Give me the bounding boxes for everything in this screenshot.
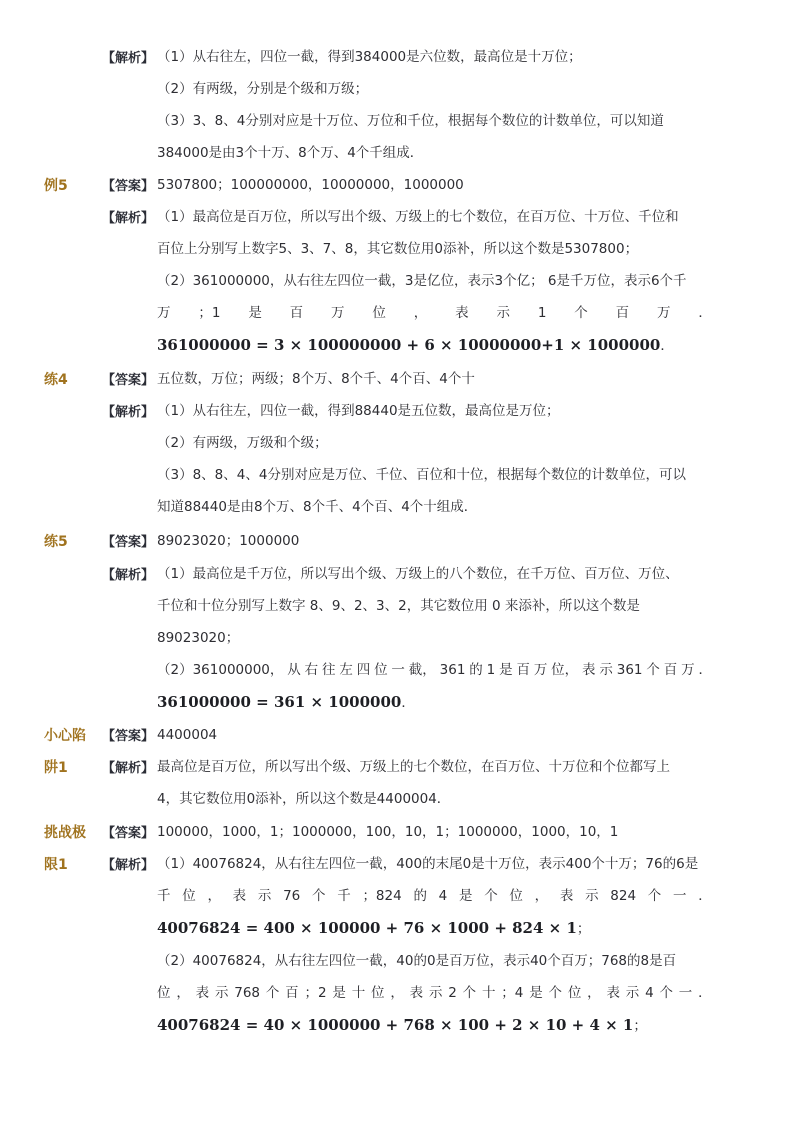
justified-token: 位 (372, 305, 386, 321)
justified-token: ． (698, 662, 712, 678)
lian5-equation-line (157, 692, 415, 713)
justified-token: 示 (496, 305, 510, 321)
jixian-equation-1-line (157, 918, 590, 939)
justified-token: 表 (232, 888, 247, 904)
justified-token: ． (698, 985, 712, 1001)
analysis-tag: 【解析】 (102, 761, 155, 776)
li5-line-2: 百位上分别写上数字5、3、7、8，其它数位用0添补，所以这个数是5307800； (157, 241, 639, 257)
justified-token: 361 (439, 662, 466, 678)
li5-equation-line (157, 335, 674, 356)
justified-token: 个 (265, 985, 280, 1001)
lian5-analysis-row-1 (0, 559, 800, 589)
lian4-line-1: （1）从右往左，四位一截，得到88440是五位数，最高位是万位； (157, 403, 560, 419)
justified-token: 是 (529, 985, 543, 1001)
justified-token: 万 (533, 662, 548, 678)
justified-token: 十 (351, 985, 366, 1001)
xianjing-line-2: 4，其它数位用0添补，所以这个数是4400004． (157, 791, 451, 807)
intro-line-2: （2）有两级，分别是个级和万级； (157, 81, 369, 97)
justified-token: 示 (214, 985, 229, 1001)
justified-token: 表 (606, 985, 620, 1001)
justified-token: 一 (673, 888, 687, 904)
justified-token: 是 (332, 985, 346, 1001)
justified-token: ， (534, 888, 549, 904)
justified-token: 示 (585, 888, 599, 904)
justified-token: 万 (681, 662, 695, 678)
justified-token: 百 (289, 305, 304, 321)
lian5-line-4 (157, 660, 712, 680)
answer-tag: 【答案】 (102, 535, 155, 550)
lian5-line-2: 千位和十位分别写上数字 8、9、2、3、2，其它数位用 0 来添补，所以这个数是 (157, 598, 640, 614)
analysis-tag: 【解析】 (102, 858, 155, 873)
justified-token: 百 (516, 662, 530, 678)
lian4-line-3: （3）8、8、4、4分别对应是万位、千位、百位和十位，根据每个数位的计数单位，可以 (157, 467, 686, 483)
justified-token: 千 (337, 888, 351, 904)
jixian-equation-2: 40076824 = 40 × 1000000 + 768 × 100 + 2 × 10 + 4 × 1 (157, 1016, 634, 1034)
jixian-equation-1-end: ； (576, 921, 591, 937)
justified-token: ；2 (304, 985, 327, 1001)
justified-token: 示 (599, 662, 613, 678)
justified-token: 个 (462, 985, 477, 1001)
justified-token: 左 (339, 662, 353, 678)
justified-token: ；4 (501, 985, 524, 1001)
justified-token: 一 (391, 662, 405, 678)
justified-token: 的 (469, 662, 483, 678)
xianjing-analysis-row-1 (0, 752, 800, 782)
li5-analysis-row-1 (0, 202, 800, 232)
justified-token: ；824 (362, 888, 402, 904)
justified-token: 位 (371, 985, 385, 1001)
jixian-line-1: （1）40076824，从右往左四位一截，400的末尾0是十万位，表示400个十万；76的6是 (157, 856, 699, 872)
jixian-answer-row (0, 817, 800, 847)
li5-answer: 5307800；100000000，10000000，1000000 (157, 177, 464, 193)
lian5-answer-row (0, 526, 800, 556)
intro-line-4: 384000是由3个十万、8个万、4个千组成． (157, 145, 424, 161)
justified-token: 768 (234, 985, 261, 1001)
lian5-line-1: （1）最高位是千万位，所以写出个级、万级上的八个数位，在千万位、百万位、万位、 (157, 566, 679, 582)
justified-token: 个 (312, 888, 326, 904)
justified-token: ， (587, 985, 601, 1001)
li5-analysis-row-3 (0, 266, 800, 296)
justified-token: 表 (582, 662, 596, 678)
justified-token: 是 (248, 305, 262, 321)
li5-analysis-row-4 (0, 298, 800, 328)
justified-token: ， (207, 888, 221, 904)
analysis-tag: 【解析】 (102, 568, 155, 583)
lian5-equation: 361000000 = 361 × 1000000 (157, 693, 402, 711)
jixian-analysis-row-5 (0, 978, 800, 1008)
jixian-equation-2-end: ； (633, 1018, 647, 1034)
xianjing-answer-row (0, 720, 800, 750)
li5-line-1: （1）最高位是百万位，所以写出个级、万级上的七个数位，在百万位、十万位、千位和 (157, 209, 679, 225)
justified-token: 个 (548, 985, 562, 1001)
lian4-analysis-row-2 (0, 428, 800, 458)
justified-token: 右 (304, 662, 319, 678)
justified-token: 4 (438, 888, 448, 904)
justified-token: 位， (551, 662, 579, 678)
analysis-tag: 【解析】 (102, 405, 155, 420)
lian5-analysis-row-5 (0, 687, 800, 717)
intro-row-2 (0, 74, 800, 104)
jixian-analysis-row-1 (0, 849, 800, 879)
lian5-analysis-row-4 (0, 655, 800, 685)
li5-equation: 361000000 = 3 × 100000000 + 6 × 10000000+1 × 1000000 (157, 336, 661, 354)
justified-token: ． (698, 305, 712, 321)
justified-token: 位 (509, 888, 523, 904)
lian4-line-2: （2）有两级，万级和个级； (157, 435, 328, 451)
justified-token: 万 (657, 305, 671, 321)
intro-row-3 (0, 106, 800, 136)
justified-token: ；1 (198, 305, 221, 321)
lian4-analysis-row-4 (0, 492, 800, 522)
xianjing-answer: 4400004 (157, 727, 218, 743)
jixian-line-5 (157, 983, 712, 1003)
xianjing-analysis-row-2 (0, 784, 800, 814)
jixian-equation-2-line (157, 1015, 647, 1036)
justified-token: 4 (645, 985, 654, 1001)
lian4-line-4: 知道88440是由8个万、8个千、4个百、4个十组成． (157, 499, 478, 515)
label-lian4: 练4 (44, 372, 68, 388)
justified-token: 是 (458, 888, 473, 904)
justified-token: 表 (409, 985, 424, 1001)
justified-token: 位 (157, 985, 171, 1001)
jixian-line-4: （2）40076824，从右往左四位一截，40的0是百万位，表示40个百万；768的8是百 (157, 953, 677, 969)
jixian-answer: 100000，1000，1；1000000，100，10，1；1000000，1000，10，1 (157, 824, 619, 840)
lian5-answer: 89023020；1000000 (157, 533, 300, 549)
justified-token: 四 (356, 662, 371, 678)
justified-token: ， (176, 985, 190, 1001)
lian5-analysis-row-3 (0, 623, 800, 653)
li5-equation-end: ． (660, 338, 674, 354)
lian4-answer: 五位数，万位；两级；8个万、8个千、4个百、4个十 (157, 371, 475, 387)
justified-token: （2）361000000， (157, 662, 284, 678)
justified-token: 示 (625, 985, 640, 1001)
jixian-equation-1: 40076824 = 400 × 100000 + 76 × 1000 + 824 × 1 (157, 919, 577, 937)
justified-token: 十 (481, 985, 496, 1001)
answer-tag: 【答案】 (102, 729, 155, 744)
label-li5: 例5 (44, 178, 68, 194)
justified-token: 1 (537, 305, 547, 321)
justified-token: 百 (285, 985, 299, 1001)
answer-tag: 【答案】 (102, 373, 155, 388)
justified-token: ， (413, 305, 428, 321)
jixian-analysis-row-2 (0, 881, 800, 911)
justified-token: 位 (374, 662, 388, 678)
jixian-analysis-row-3 (0, 913, 800, 943)
label-lian5: 练5 (44, 534, 68, 550)
justified-token: 个 (574, 305, 588, 321)
justified-token: 个 (659, 985, 673, 1001)
justified-token: 位 (567, 985, 582, 1001)
justified-token: 示 (257, 888, 272, 904)
lian5-equation-end: ． (401, 695, 415, 711)
label-xian1: 限1 (44, 857, 68, 873)
justified-token: 824 (610, 888, 637, 904)
justified-token: 表 (455, 305, 469, 321)
justified-token: 的 (413, 888, 427, 904)
justified-token: 截， (408, 662, 436, 678)
li5-line-4 (157, 303, 712, 323)
lian5-analysis-row-2 (0, 591, 800, 621)
justified-token: 千 (157, 888, 171, 904)
jixian-line-2 (157, 886, 712, 906)
justified-token: 万 (157, 305, 171, 321)
justified-token: 个 (646, 662, 660, 678)
intro-line-1: （1）从右往左，四位一截，得到384000是六位数，最高位是十万位； (157, 49, 582, 65)
li5-answer-row (0, 170, 800, 200)
lian5-line-3: 89023020； (157, 630, 240, 646)
intro-line-3: （3）3、8、4分别对应是十万位、万位和千位，根据每个数位的计数单位，可以知道 (157, 113, 664, 129)
justified-token: ， (390, 985, 404, 1001)
justified-token: 表 (559, 888, 574, 904)
label-tiaozhan: 挑战极 (44, 825, 86, 841)
justified-token: 个 (647, 888, 662, 904)
justified-token: 百 (663, 662, 678, 678)
jixian-analysis-row-6 (0, 1010, 800, 1040)
justified-token: 表 (195, 985, 210, 1001)
justified-token: 个 (484, 888, 498, 904)
justified-token: 361 (616, 662, 643, 678)
justified-token: 一 (678, 985, 693, 1001)
analysis-tag: 【解析】 (102, 211, 155, 226)
lian4-analysis-row-1 (0, 396, 800, 426)
analysis-tag: 【解析】 (102, 51, 155, 66)
justified-token: 位 (182, 888, 196, 904)
justified-token: 往 (321, 662, 336, 678)
justified-token: 2 (448, 985, 457, 1001)
label-jing1: 阱1 (44, 760, 68, 776)
li5-analysis-row-5 (0, 330, 800, 360)
intro-row-4 (0, 138, 800, 168)
jixian-analysis-row-4 (0, 946, 800, 976)
li5-analysis-row-2 (0, 234, 800, 264)
justified-token: 1 (486, 662, 496, 678)
justified-token: 是 (499, 662, 513, 678)
answer-tag: 【答案】 (102, 179, 155, 194)
justified-token: 百 (615, 305, 630, 321)
justified-token: 76 (283, 888, 301, 904)
justified-token: 从 (287, 662, 301, 678)
justified-token: 万 (331, 305, 345, 321)
justified-token: 示 (428, 985, 443, 1001)
xianjing-line-1: 最高位是百万位，所以写出个级、万级上的七个数位，在百万位、十万位和个位都写上 (157, 759, 670, 775)
label-xiaoxin: 小心陷 (44, 728, 86, 744)
lian4-analysis-row-3 (0, 460, 800, 490)
intro-row-1 (0, 42, 800, 72)
li5-line-3: （2）361000000，从右往左四位一截，3是亿位，表示3个亿； 6是千万位，表示6个千 (157, 273, 687, 289)
answer-tag: 【答案】 (102, 826, 155, 841)
justified-token: ． (698, 888, 712, 904)
lian4-answer-row (0, 364, 800, 394)
